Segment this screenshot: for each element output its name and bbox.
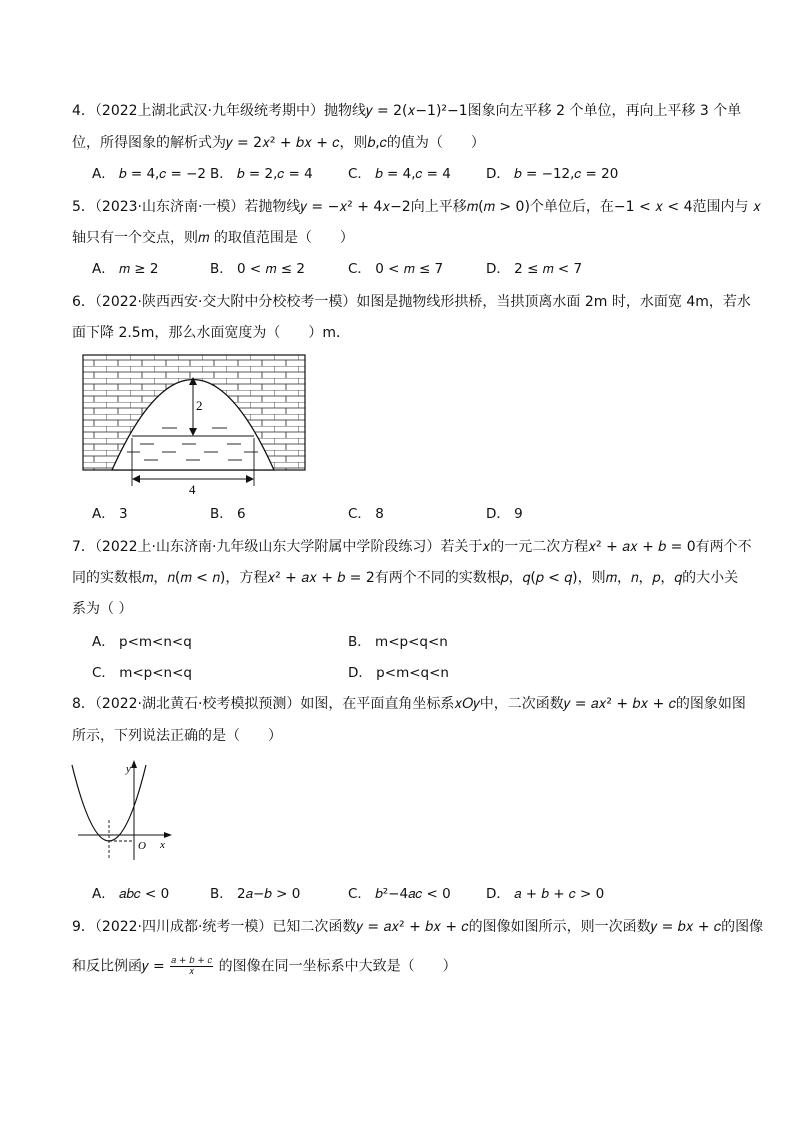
q8-stem-line2: 所示，下列说法正确的是（ ） xyxy=(72,728,282,744)
q7-option-b[interactable]: B． m<p<q<n xyxy=(348,634,448,650)
q9-fraction-denominator: 𝑥 xyxy=(189,967,195,977)
q6-stem-line2: 面下降 2.5m，那么水面宽度为（ ）m． xyxy=(72,325,350,341)
q9-stem-line1: 9．（2022·四川成都·统考一模）已知二次函数𝑦 = 𝑎𝑥² + 𝑏𝑥 + 𝑐的图像如图所示，则一次函数𝑦 = 𝑏𝑥 + 𝑐的图像 xyxy=(72,919,764,935)
q7-stem-line3: 系为（ ） xyxy=(72,601,133,617)
q5-option-d[interactable]: D． 2 ≤ 𝑚 < 7 xyxy=(486,261,583,277)
y-axis-label: y xyxy=(126,763,131,775)
q9-fraction-numerator: 𝑎 + 𝑏 + 𝑐 xyxy=(171,956,213,966)
q8-option-b[interactable]: B． 2𝑎−𝑏 > 0 xyxy=(210,886,301,902)
q7-option-d[interactable]: D． p<m<q<n xyxy=(348,665,449,681)
q4-option-a[interactable]: A． 𝑏 = 4,𝑐 = −2 xyxy=(92,166,206,182)
q7-stem-line1: 7．（2022上·山东济南·九年级山东大学附属中学阶段练习）若关于𝑥的一元二次方程𝑥² + 𝑎𝑥 + 𝑏 = 0有两个不 xyxy=(72,539,752,555)
arch-bridge-figure xyxy=(82,354,308,499)
q8-stem-line1: 8．（2022·湖北黄石·校考模拟预测）如图，在平面直角坐标系𝑥𝑂𝑦中，二次函数𝑦 = 𝑎𝑥² + 𝑏𝑥 + 𝑐的图象如图 xyxy=(72,696,746,712)
q9-line2-suffix: 的图像在同一坐标系中大致是（ ） xyxy=(218,958,457,975)
q8-option-c[interactable]: C． 𝑏²−4𝑎𝑐 < 0 xyxy=(348,886,451,902)
q4-option-c[interactable]: C． 𝑏 = 4,𝑐 = 4 xyxy=(348,166,451,182)
q6-stem-line1: 6．（2022·陕西西安·交大附中分校校考一模）如图是抛物线形拱桥，当拱顶离水面 2m 时，水面宽 4m，若水 xyxy=(72,294,751,310)
q5-stem-line2: 轴只有一个交点，则𝑚 的取值范围是（ ） xyxy=(72,230,354,246)
q5-option-c[interactable]: C． 0 < 𝑚 ≤ 7 xyxy=(348,261,444,277)
height-label: 2 xyxy=(196,398,203,413)
q4-stem-line1: 4．（2022上湖北武汉·九年级统考期中）抛物线𝑦 = 2(𝑥−1)²−1图象向左平移 2 个单位，再向上平移 3 个单 xyxy=(72,103,742,119)
q4-stem-line2: 位，所得图象的解析式为𝑦 = 2𝑥² + 𝑏𝑥 + 𝑐，则𝑏,𝑐的值为（ ） xyxy=(72,135,485,151)
q9-stem-line2 xyxy=(72,956,457,977)
q6-option-a[interactable]: A． 3 xyxy=(92,506,128,522)
q5-option-b[interactable]: B． 0 < 𝑚 ≤ 2 xyxy=(210,261,305,277)
q6-option-c[interactable]: C． 8 xyxy=(348,506,384,522)
parabola-graph-figure xyxy=(68,760,178,870)
q7-stem-line2: 同的实数根𝑚，𝑛(𝑚 < 𝑛)，方程𝑥² + 𝑎𝑥 + 𝑏 = 2有两个不同的实数根𝑝，𝑞(𝑝 < 𝑞)，则𝑚，𝑛，𝑝，𝑞的大小关 xyxy=(72,570,739,586)
q6-option-b[interactable]: B． 6 xyxy=(210,506,246,522)
width-label: 4 xyxy=(189,482,196,497)
q5-option-a[interactable]: A． 𝑚 ≥ 2 xyxy=(92,261,159,277)
q8-option-d[interactable]: D． 𝑎 + 𝑏 + 𝑐 > 0 xyxy=(486,886,605,902)
origin-label: O xyxy=(138,840,146,852)
q4-option-d[interactable]: D． 𝑏 = −12,𝑐 = 20 xyxy=(486,166,619,182)
q5-stem-line1: 5．（2023·山东济南·一模）若抛物线𝑦 = −𝑥² + 4𝑥−2向上平移𝑚(𝑚 > 0)个单位后，在−1 < 𝑥 < 4范围内与 𝑥 xyxy=(72,199,761,215)
x-axis-label: x xyxy=(160,839,165,851)
q9-fraction xyxy=(170,956,213,977)
q4-option-b[interactable]: B． 𝑏 = 2,𝑐 = 4 xyxy=(210,166,313,182)
q7-option-c[interactable]: C． m<p<n<q xyxy=(92,665,192,681)
q6-option-d[interactable]: D． 9 xyxy=(486,506,523,522)
q9-line2-prefix: 和反比例函𝑦 = xyxy=(72,958,165,975)
q7-option-a[interactable]: A． p<m<n<q xyxy=(92,634,192,650)
q8-option-a[interactable]: A． 𝑎𝑏𝑐 < 0 xyxy=(92,886,170,902)
